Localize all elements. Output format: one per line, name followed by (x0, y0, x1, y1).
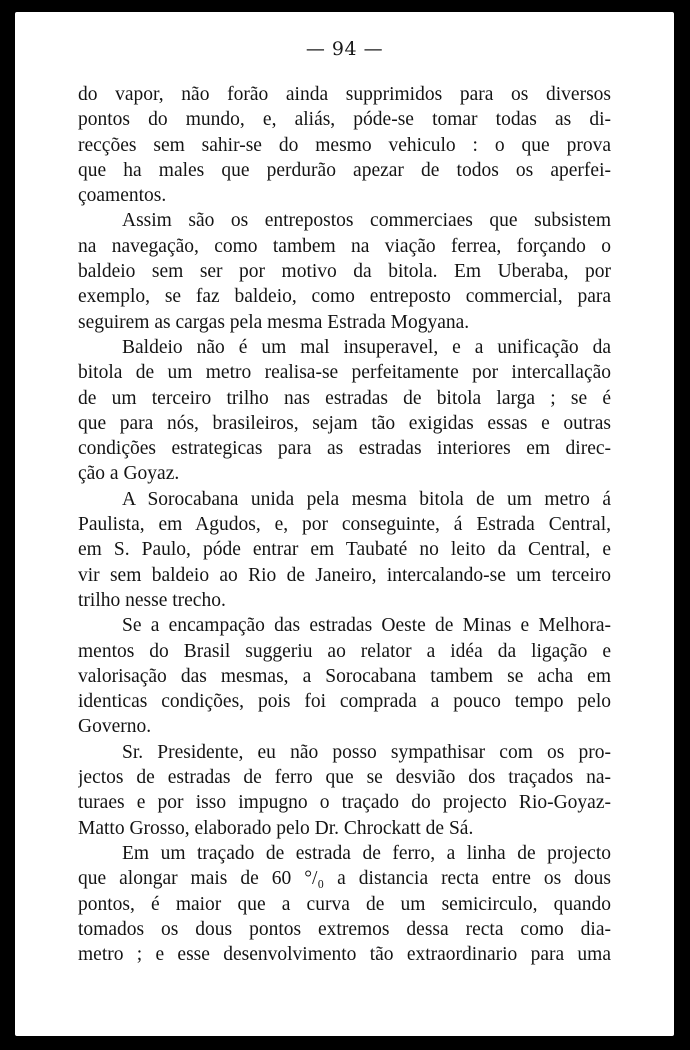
text-line: A Sorocabana unida pela mesma bitola de um metro á (122, 488, 611, 510)
text-line: exemplo, se faz baldeio, como entreposto commercial, para (78, 286, 611, 308)
text-line: pontos, é maior que a curva de um semicirculo, quando (78, 893, 611, 915)
paragraph (78, 613, 611, 739)
text-line: jectos de estradas de ferro que se desvião dos traçados na- (78, 767, 611, 789)
text-line: em S. Paulo, póde entrar em Taubaté no leito da Central, e (78, 539, 611, 561)
text-line: condições estrategicas para as estradas interiores em direc- (78, 438, 611, 460)
text-line: pontos do mundo, e, aliás, póde-se tomar todas as di- (78, 109, 611, 131)
text-line: seguirem as cargas pela mesma Estrada Mogyana. (78, 311, 470, 333)
text-line: Governo. (78, 716, 152, 738)
text-line: Sr. Presidente, eu não posso sympathisar com os pro- (122, 741, 611, 763)
text-line: que alongar mais de 60 °/₀ a distancia recta entre os dous (78, 868, 611, 890)
text-line: que para nós, brasileiros, sejam tão exigidas essas e outras (78, 412, 611, 434)
text-line: turaes e por isso impugno o traçado do projecto Rio-Goyaz- (78, 792, 611, 814)
text-line: Se a encampação das estradas Oeste de Minas e Melhora- (122, 615, 611, 637)
text-line: Baldeio não é um mal insuperavel, e a unificação da (122, 336, 611, 358)
text-line: trilho nesse trecho. (78, 589, 226, 611)
text-line: valorisação das mesmas, a Sorocabana tambem se acha em (78, 665, 611, 687)
text-line: baldeio sem ser por motivo da bitola. Em Uberaba, por (78, 261, 611, 283)
text-line: Em um traçado de estrada de ferro, a linha de projecto (122, 842, 611, 864)
text-line: tomados os dous pontos extremos dessa recta como dia- (78, 918, 611, 940)
body-text (78, 82, 611, 967)
text-line: bitola de um metro realisa-se perfeitamente por intercallação (78, 362, 611, 384)
paragraph (78, 841, 611, 967)
book-page (15, 12, 674, 1036)
text-line: na navegação, como tambem na viação ferrea, forçando o (78, 235, 611, 257)
text-line: mentos do Brasil suggeriu ao relator a idéa da ligação e (78, 640, 611, 662)
paragraph (78, 82, 611, 208)
text-line: Assim são os entrepostos commerciaes que subsistem (122, 210, 611, 232)
text-line: do vapor, não forão ainda supprimidos para os diversos (78, 84, 611, 105)
text-line: Matto Grosso, elaborado pelo Dr. Chrockatt de Sá. (78, 817, 474, 839)
paragraph (78, 208, 611, 334)
text-line: recções sem sahir-se do mesmo vehiculo : o que prova (78, 134, 611, 156)
text-line: identicas condições, pois foi comprada a pouco tempo pelo (78, 691, 611, 713)
text-line: metro ; e esse desenvolvimento tão extraordinario para uma (78, 944, 611, 966)
paragraph (78, 487, 611, 613)
text-line: que ha males que perdurão apezar de todos os aperfei- (78, 159, 611, 181)
page-number: — 94 — (305, 38, 384, 60)
text-line: de um terceiro trilho nas estradas de bitola larga ; se é (78, 387, 611, 409)
text-line: ção a Goyaz. (78, 463, 180, 485)
text-line: çoamentos. (78, 185, 167, 207)
text-line: Paulista, em Agudos, e, por conseguinte, á Estrada Central, (78, 514, 611, 536)
text-line: vir sem baldeio ao Rio de Janeiro, intercalando-se um terceiro (78, 564, 611, 586)
paragraph (78, 740, 611, 841)
paragraph (78, 335, 611, 487)
